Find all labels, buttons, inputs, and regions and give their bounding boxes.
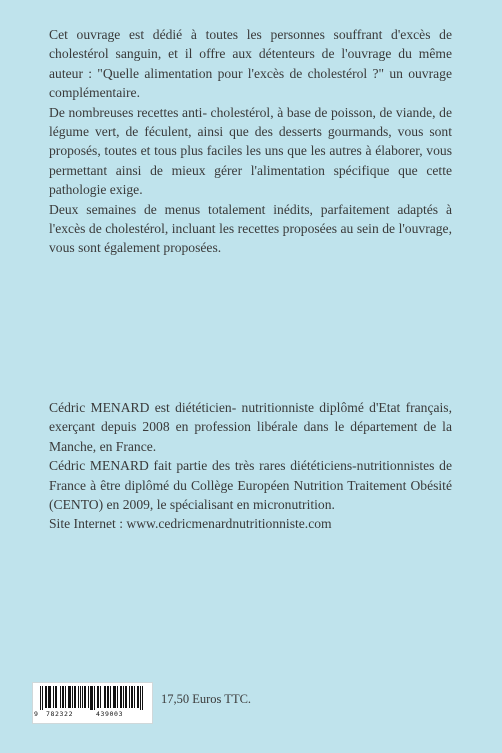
price-label: 17,50 Euros TTC.: [161, 692, 252, 706]
barcode-bars: [39, 686, 145, 710]
author-bio-paragraph-1: Cédric MENARD est diététicien- nutritionniste diplômé d'Etat français, exerçant depuis 2008 en profession libérale dans le département de la Manche, en France.: [49, 400, 452, 454]
book-description-paragraph-2: De nombreuses recettes anti- cholestérol, à base de poisson, de viande, de légume vert, de féculent, ainsi que des desserts gourmands, vous sont proposés, toutes et tous plus faciles les uns que les autres à élaborer, vous permettant ainsi de mieux gérer l'alimentation spécifique que cette pathologie exige.: [49, 104, 452, 198]
barcode-digit-first: 9: [34, 710, 39, 718]
book-description-paragraph-3: Deux semaines de menus totalement inédits, parfaitement adaptés à l'excès de cholestérol, incluant les recettes proposées au sein de l'ouvrage, vous sont également proposées.: [49, 201, 452, 256]
author-bio-paragraph-2: Cédric MENARD fait partie des très rares diététiciens-nutritionnistes de France à être diplômé du Collège Européen Nutrition Traitement Obésité (CENTO) en 2009, le spécialisant en micronutrition.: [49, 458, 452, 513]
author-bio: [49, 398, 452, 534]
book-description: [49, 25, 452, 258]
book-description-paragraph-1: Cet ouvrage est dédié à toutes les personnes souffrant d'excès de cholestérol sanguin, et il offre aux détenteurs de l'ouvrage du même auteur : "Quelle alimentation pour l'excès de cholestérol ?" un ouvrage complémentaire.: [49, 27, 452, 101]
barcode-digits-right: 439003: [96, 710, 124, 718]
barcode-digits-left: 782322: [46, 710, 74, 718]
isbn-barcode: [32, 682, 153, 724]
author-website: Site Internet : www.cedricmenardnutritionniste.com: [49, 516, 332, 532]
